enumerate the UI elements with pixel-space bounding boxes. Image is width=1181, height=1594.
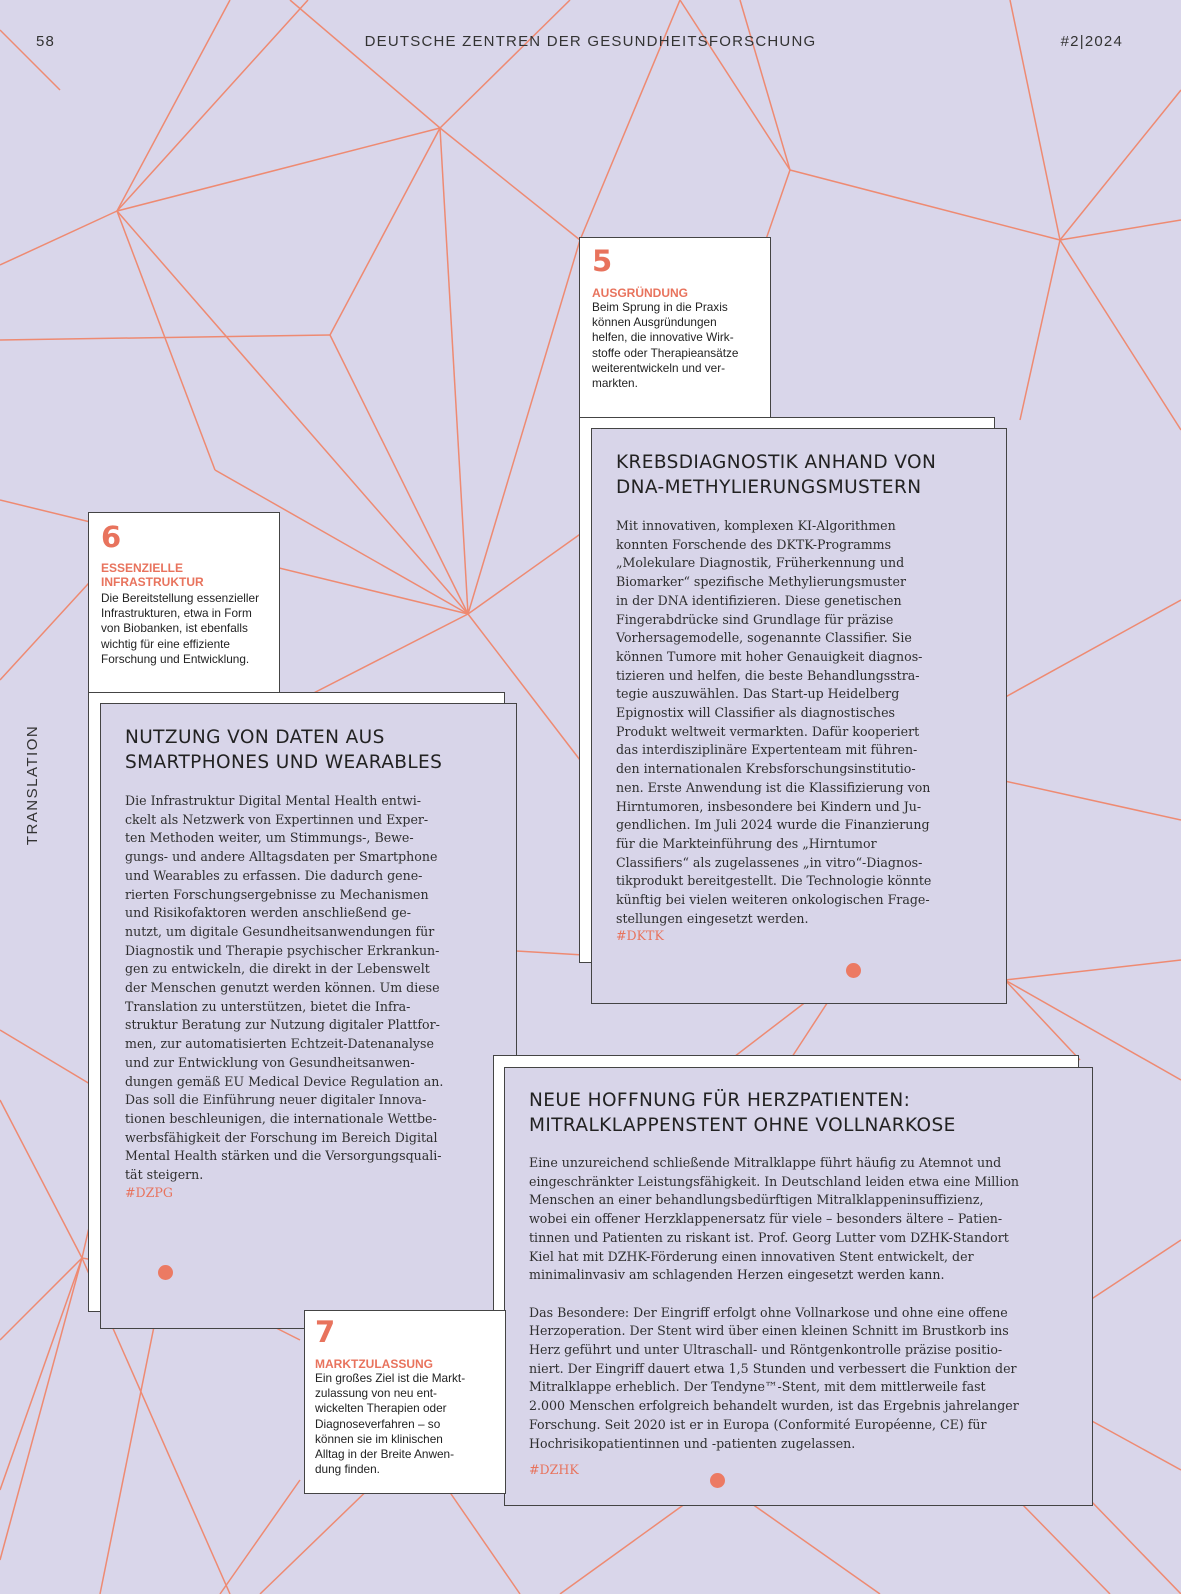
- step-title: MARKTZULASSUNG: [315, 1357, 433, 1371]
- article-card-dktk: [591, 428, 1007, 1004]
- journal-title: DEUTSCHE ZENTREN DER GESUNDHEITSFORSCHUNG: [364, 33, 817, 50]
- title-line-1: KREBSDIAGNOSTIK ANHAND VON: [616, 452, 937, 473]
- article-tag: #DZHK: [529, 1462, 579, 1477]
- article-body: Die Infrastruktur Digital Mental Health entwi- ckelt als Netzwerk von Expertinnen und Exper- ten Methoden weiter, um Stimmungs-, Bewe- gungs- und andere Alltagsdaten per Smartphone und Wearables zu erfassen. Die dadurch gene- rierten Forschungsergebnisse zu Mechanismen und Risikofaktoren werden anschließend ge- nutzt, um digitale Gesundheitsanwendungen für Diagnostik und Therapie psychischer Erkrankun- gen zu entwickeln, die direkt in der Lebenswelt der Menschen genutzt werden können. Um diese Translation zu unterstützen, bietet die Infra- struktur Beratung zur Nutzung digitaler Plattfor- men, zur automatisierten Echtzeit-Datenanalyse und zur Entwicklung von Gesundheitsanwen- dungen gemäß EU Medical Device Regulation an. Das soll die Einführung neuer digitaler Innova- tionen beschleunigen, die internationale Wettbe- werbsfähigkeit der Forschung im Bereich Digital Mental Health stärken und die Versorgungsquali- tät steigern.: [125, 793, 444, 1183]
- article-body: Mit innovativen, komplexen KI-Algorithmen konnten Forschende des DKTK-Programms „Molekulare Diagnostik, Früherkennung und Biomarker“ spezifische Methylierungsmuster in der DNA identifizieren. Diese genetischen Fingerabdrücke sind Grundlage für präzise Vorhersagemodelle, sogenannte Classifier. Sie können Tumore mit hoher Genauigkeit diagnos- tizieren und helfen, die beste Behandlungsstra- tegie auszuwählen. Das Start-up Heidelberg Epignostix will Classifier als diagnostisches Produkt weltweit vermarkten. Dafür kooperiert das interdisziplinäre Expertenteam mit führen- den internationalen Krebsforschungsinstitutio- nen. Erste Anwendung ist die Klassifizierung von Hirntumoren, insbesondere bei Kindern und Ju- gendlichen. Im Juli 2024 wurde die Finanzierung für die Markteinführung des „Hirntumor Classifiers“ als zugelassenes „in vitro“-Diagnos- tikprodukt bereitgestellt. Die Technologie könnte künftig bei vielen weiteren onkologischen Frage- stellungen eingesetzt werden.: [616, 518, 932, 926]
- article-title: [529, 1088, 956, 1138]
- step-text: Ein großes Ziel ist die Markt- zulassung von neu ent- wickelten Therapien oder Diagnoseverfahren – so können sie im klinischen Alltag in der Breite Anwen- dung finden.: [315, 1371, 466, 1477]
- article-tag: #DKTK: [616, 928, 664, 943]
- step-number: 7: [315, 1315, 336, 1349]
- title-line-1: NEUE HOFFNUNG FÜR HERZPATIENTEN:: [529, 1090, 911, 1111]
- step-number: 5: [592, 244, 613, 278]
- article-body: Eine unzureichend schließende Mitralklappe führt häufig zu Atemnot und eingeschränkter Leistungsfähigkeit. In Deutschland leiden etwa eine Million Menschen an einer behandlungsbedürftigen Mitralklappeninsuffizienz, wobei ein offener Herzklappenersatz für viele – besonders ältere – Patien- tinnen und Patienten zu riskant ist. Prof. Georg Lutter vom DZHK-Standort Kiel hat mit DZHK-Förderung einen innovativen Stent entwickelt, der minimalinvasiv am schlagenden Herzen eingesetzt werden kann. Das Besondere: Der Eingriff erfolgt ohne Vollnarkose und ohne eine offene Herzoperation. Der Stent wird über einen kleinen Schnitt im Brustkorb ins Herz geführt und unter Ultraschall- und Röntgenkontrolle präzise positio- niert. Der Eingriff dauert etwa 1,5 Stunden und verbessert die Funktion der Mitralklappe erheblich. Der Tendyne™-Stent, mit dem mittlerweile fast 2.000 Menschen erfolgreich behandelt wurden, ist das Ergebnis jahrelanger Forschung. Seit 2020 ist er in Europa (Conformité Européenne, CE) für Hochrisikopatientinnen und -patienten zugelassen.: [529, 1155, 1020, 1451]
- article-card-dzpg: [100, 703, 517, 1329]
- connector-dot: [710, 1473, 725, 1488]
- connector-dot: [846, 963, 861, 978]
- connector-dot: [158, 1265, 173, 1280]
- step-title: AUSGRÜNDUNG: [592, 286, 688, 300]
- title-line-2: SMARTPHONES UND WEARABLES: [125, 752, 443, 773]
- article-title: [616, 450, 936, 500]
- step-text: Die Bereitstellung essenzieller Infrastrukturen, etwa in Form von Biobanken, ist ebenfalls wichtig für eine effiziente Forschung und Entwicklung.: [101, 591, 260, 666]
- step-number: 6: [101, 520, 122, 554]
- article-title: [125, 725, 442, 775]
- title-line-1: NUTZUNG VON DATEN AUS: [125, 727, 385, 748]
- article-card-dzhk: [504, 1067, 1093, 1506]
- title-line-2: DNA-METHYLIERUNGSMUSTERN: [616, 477, 922, 498]
- section-label: TRANSLATION: [24, 724, 41, 846]
- step-title: ESSENZIELLE INFRASTRUKTUR: [101, 561, 204, 589]
- article-tag: #DZPG: [125, 1185, 173, 1200]
- page-number: 58: [36, 33, 56, 50]
- step-card-6: [88, 512, 280, 718]
- issue-number: #2|2024: [1060, 33, 1123, 50]
- step-text: Beim Sprung in die Praxis können Ausgründungen helfen, die innovative Wirk- stoffe oder Therapieansätze weiterentwickeln und ver- markten.: [592, 300, 739, 391]
- title-line-2: MITRALKLAPPENSTENT OHNE VOLLNARKOSE: [529, 1115, 956, 1136]
- step-card-7: [304, 1310, 506, 1494]
